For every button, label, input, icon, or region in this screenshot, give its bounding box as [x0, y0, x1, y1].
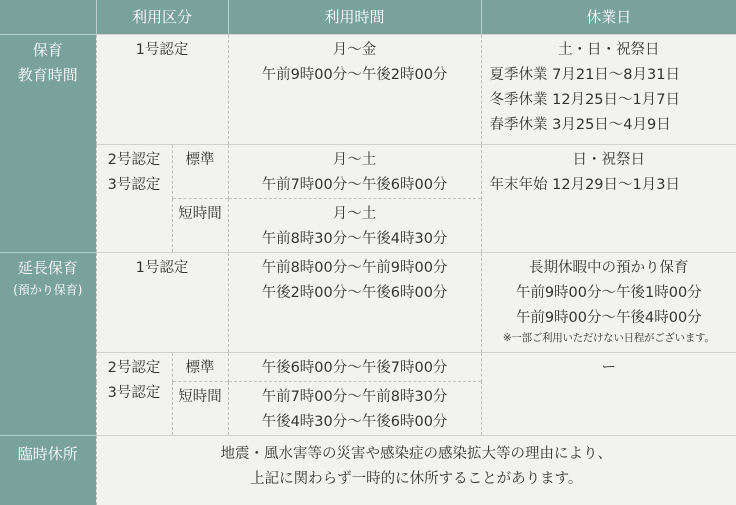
- row-label-hoiku: [0, 35, 96, 253]
- hours-standard-days: 月～土: [229, 148, 481, 173]
- header-row: [0, 0, 736, 35]
- holidays-1go-summer: 夏季休業 7月21日～8月31日: [482, 63, 736, 88]
- hours-short: [228, 199, 481, 253]
- header-holidays: 休業日: [481, 0, 736, 35]
- table-row: [0, 145, 736, 199]
- holidays-2-3go-newyear: 年末年始 12月29日～1月3日: [482, 173, 736, 198]
- rinji-text-line1: 地震・風水害等の災害や感染症の感染拡大等の理由により、: [97, 442, 736, 467]
- header-category: 利用区分: [96, 0, 228, 35]
- row-label-hoiku-line1: 保育: [0, 38, 96, 63]
- holidays-1go-winter: 冬季休業 12月25日～1月7日: [482, 88, 736, 113]
- encho-sub-short: 短時間: [172, 382, 228, 436]
- rinji-text-line2: 上記に関わらず一時的に休所することがあります。: [97, 467, 736, 492]
- hours-short-time: 午前8時30分～午後4時30分: [229, 227, 481, 252]
- sub-standard: 標準: [172, 145, 228, 199]
- encho-hours-short-b: 午後4時30分～午後6時00分: [229, 410, 481, 435]
- category-1go: 1号認定: [96, 35, 228, 145]
- encho-category-2-3go: [96, 353, 172, 436]
- holidays-1go-spring: 春季休業 3月25日～4月9日: [482, 113, 736, 138]
- row-label-encho: [0, 253, 96, 436]
- row-label-encho-line1: 延長保育: [0, 256, 96, 281]
- encho-hours-short-a: 午前7時00分～午前8時30分: [229, 385, 481, 410]
- encho-category-1go: 1号認定: [96, 253, 228, 353]
- encho-hours-1go-morning: 午前8時00分～午前9時00分: [229, 256, 481, 281]
- category-2-3go: [96, 145, 172, 253]
- rinji-text: [96, 436, 736, 505]
- encho-holidays-time-a: 午前9時00分～午後1時00分: [482, 281, 736, 306]
- hours-standard: [228, 145, 481, 199]
- hours-1go-days: 月～金: [229, 38, 481, 63]
- category-2go: 2号認定: [97, 148, 172, 173]
- holidays-1go-main: 土・日・祝祭日: [482, 38, 736, 63]
- table-row: [0, 35, 736, 145]
- encho-holidays-time-b: 午前9時00分～午後4時00分: [482, 306, 736, 331]
- hours-1go-time: 午前9時00分～午後2時00分: [229, 63, 481, 88]
- encho-holidays-title: 長期休暇中の預かり保育: [482, 256, 736, 281]
- holidays-1go: [481, 35, 736, 145]
- encho-sub-standard: 標準: [172, 353, 228, 382]
- row-label-rinji: 臨時休所: [0, 436, 96, 505]
- encho-hours-1go: [228, 253, 481, 353]
- encho-hours-short: [228, 382, 481, 436]
- header-hours: 利用時間: [228, 0, 481, 35]
- sub-short: 短時間: [172, 199, 228, 253]
- hours-standard-time: 午前7時00分～午後6時00分: [229, 173, 481, 198]
- table-row: [0, 436, 736, 505]
- row-label-hoiku-line2: 教育時間: [0, 63, 96, 88]
- encho-holidays-note: ※一部ご利用いただけない日程がございます。: [482, 331, 736, 345]
- holidays-2-3go-main: 日・祝祭日: [482, 148, 736, 173]
- encho-holidays-2-3go: ー: [481, 353, 736, 436]
- header-corner: [0, 0, 96, 35]
- encho-holidays-1go: [481, 253, 736, 353]
- row-label-encho-line2: (預かり保育): [0, 281, 96, 299]
- hours-short-days: 月～土: [229, 202, 481, 227]
- category-3go: 3号認定: [97, 173, 172, 198]
- table-row: [0, 353, 736, 382]
- encho-hours-standard: 午後6時00分～午後7時00分: [228, 353, 481, 382]
- encho-category-3go: 3号認定: [97, 381, 172, 406]
- table-row: [0, 253, 736, 353]
- encho-hours-1go-afternoon: 午後2時00分～午後6時00分: [229, 281, 481, 306]
- hours-1go: [228, 35, 481, 145]
- holidays-2-3go: [481, 145, 736, 253]
- encho-category-2go: 2号認定: [97, 356, 172, 381]
